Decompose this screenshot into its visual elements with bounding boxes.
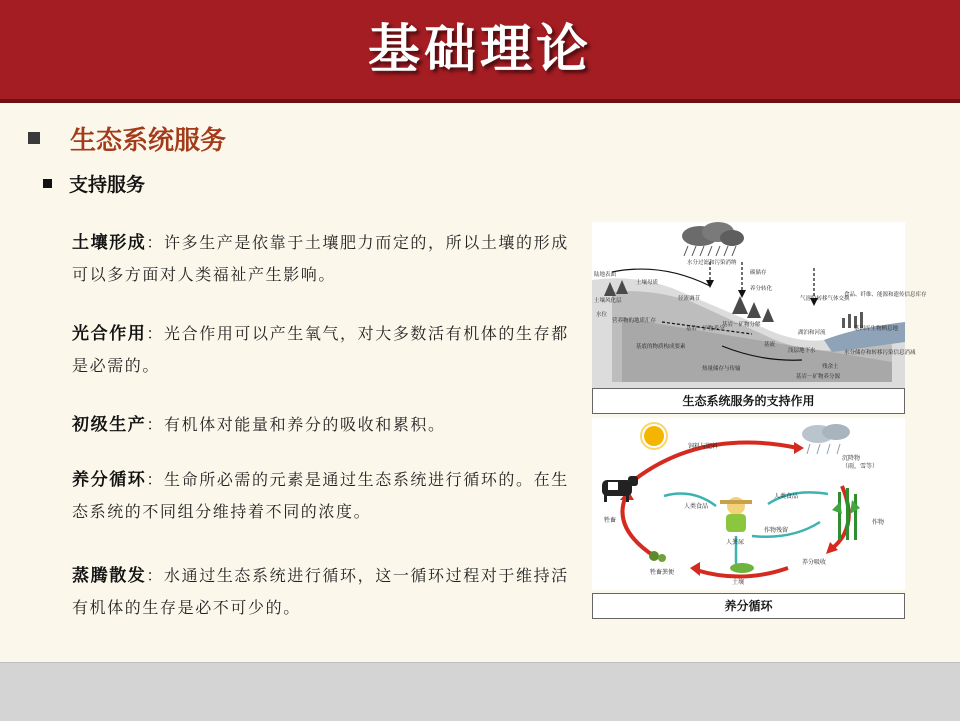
paragraph-separator: ： — [146, 324, 165, 343]
label-weathering: 土壤风化层 — [594, 298, 622, 304]
paragraph-term: 养分循环 — [72, 470, 147, 490]
paragraph-term: 土壤形成 — [72, 233, 147, 253]
paragraph-text: 光合作用可以产生氧气，对大多数活有机体的生存都是必需的。 — [72, 324, 569, 375]
footer-bar — [0, 662, 960, 721]
soil-icon — [730, 563, 754, 573]
label-soil: 土壤 — [732, 579, 745, 586]
sun-icon — [641, 423, 667, 449]
label-base-flow: 基流 — [764, 342, 776, 348]
paragraph-text: 有机体对能量和养分的吸收和累积。 — [164, 415, 446, 434]
label-carbon: 碳储存 — [750, 270, 767, 276]
label-food-fiber: 食品、纤维、能源和遗传信息库存 — [844, 292, 927, 298]
label-livestock: 牲畜 — [604, 517, 617, 524]
ecosystem-support-diagram — [592, 222, 927, 388]
heading-level1 — [28, 121, 226, 155]
figure2-caption: 养分循环 — [592, 593, 905, 619]
label-deep-soil: 残余土 — [822, 364, 839, 370]
heading1-text: 生态系统服务 — [70, 125, 227, 156]
label-gas-exchange: 气溶胶转移气体交换 — [800, 296, 850, 302]
nutrient-cycle-diagram — [592, 418, 905, 590]
paragraph-text: 许多生产是依靠于土壤肥力而定的，所以土壤的形成可以多方面对人类福祉产生影响。 — [72, 233, 569, 284]
label-nutrient-store: 营养物的地质汇存 — [612, 318, 657, 324]
label-deposition: 沉降物 — [842, 455, 861, 462]
label-deposition-sub: （雨，雪等） — [842, 463, 879, 470]
paragraph-separator: ： — [146, 415, 165, 434]
paragraph-text: 水通过生态系统进行循环，这一循环过程对于维持活有机体的生存是必不可少的。 — [72, 566, 569, 617]
figure1-caption: 生态系统服务的支持作用 — [592, 388, 905, 414]
paragraph-transpiration — [72, 560, 572, 623]
title-bar — [0, 0, 960, 103]
label-nutrient-uptake: 养分吸收 — [802, 559, 827, 566]
label-bedrock-mineral: 基岩－矿物养分 — [686, 326, 725, 332]
label-wetland: 湖泊和河流 — [798, 330, 826, 336]
label-human-food-left: 人类食品 — [684, 503, 709, 510]
label-feed-fertilizer: 饲料与肥料 — [688, 443, 719, 450]
paragraph-separator: ： — [146, 566, 165, 585]
label-flow-adjust: 径流调节 — [678, 296, 701, 302]
slide-title: 基础理论 — [367, 20, 592, 80]
paragraph-text: 生命所必需的元素是通过生态系统进行循环的。在生态系统的不同组分维持着不同的浓度。 — [72, 470, 569, 521]
heading-level2 — [43, 170, 145, 196]
paragraph-soil-formation — [72, 227, 572, 290]
paragraph-separator: ： — [146, 233, 165, 252]
paragraph-primary-production — [72, 409, 572, 441]
nutrient-cycle-svg — [592, 418, 905, 590]
square-bullet-icon — [28, 132, 40, 144]
label-mineral-weathering: 基岩－矿物分解 — [722, 322, 761, 328]
label-water-storage: 水分储存和转移污染信息消减 — [844, 350, 916, 356]
paragraph-photosynthesis — [72, 318, 572, 381]
label-water-filter: 水分过滤和污染消纳 — [687, 260, 737, 266]
label-water-level: 水位 — [596, 312, 608, 318]
label-crops: 作物 — [872, 519, 885, 526]
label-human-waste: 人粪尿 — [726, 539, 745, 546]
label-heat-storage: 热量储存与传输 — [702, 366, 741, 372]
paragraph-nutrient-cycling — [72, 464, 572, 527]
label-human-food-right: 人类食品 — [774, 493, 799, 500]
label-nutrient-transform: 养分转化 — [750, 286, 773, 292]
label-habitat: 基因库生物栖息地 — [854, 326, 899, 332]
label-land-surface: 陆地表面 — [594, 272, 617, 278]
label-crop-residue: 作物残留 — [764, 527, 789, 534]
label-soil-parent: 土壤母质 — [636, 280, 659, 286]
paragraph-term: 蒸腾散发 — [72, 566, 147, 586]
square-bullet-icon — [43, 179, 52, 188]
label-sediment: 基岩－矿物养分源 — [796, 374, 841, 380]
heading2-text: 支持服务 — [69, 173, 146, 196]
ecosystem-support-svg — [592, 222, 927, 388]
paragraph-term: 光合作用 — [72, 324, 147, 344]
label-livestock-manure: 牲畜粪便 — [650, 569, 675, 576]
label-soil-material: 基底的物质构成要素 — [636, 344, 686, 350]
paragraph-term: 初级生产 — [72, 415, 147, 435]
paragraph-separator: ： — [146, 470, 165, 489]
label-shallow-groundwater: 浅层地下水 — [788, 348, 816, 354]
